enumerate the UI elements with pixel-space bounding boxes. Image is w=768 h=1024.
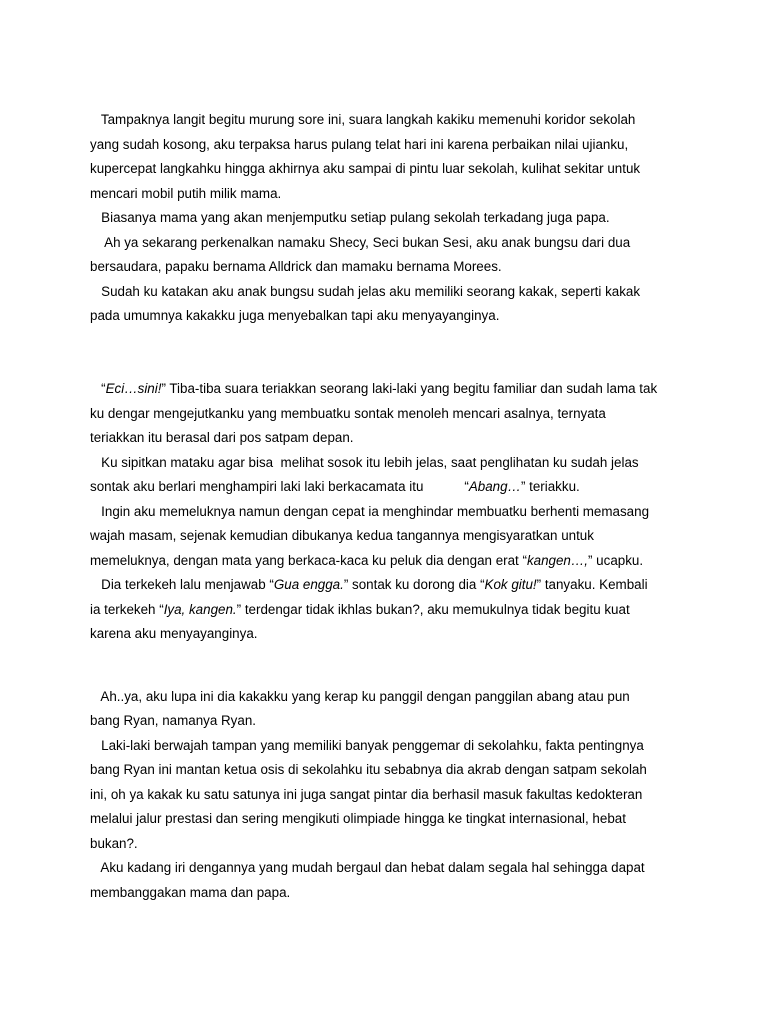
text-segment: mencari mobil putih milik mama. (90, 186, 282, 201)
text-line (90, 577, 648, 593)
text-line (90, 713, 256, 729)
text-segment: yang sudah kosong, aku terpaksa harus pulang telat hari ini karena perbaikan nilai ujianku, (90, 137, 629, 152)
text-segment: Laki-laki berwajah tampan yang memiliki banyak penggemar di sekolahku, fakta pentingnya (90, 738, 644, 753)
text-line (90, 430, 354, 446)
text-segment: ” terdengar tidak ikhlas bukan?, aku memukulnya tidak begitu kuat (236, 602, 630, 617)
text-segment: ia terkekeh “ (90, 602, 164, 617)
text-segment: membanggakan mama dan papa. (90, 885, 291, 900)
text-segment: Sudah ku katakan aku anak bungsu sudah jelas aku memiliki seorang kakak, seperti kakak (90, 284, 641, 299)
text-segment: sontak aku berlari menghampiri laki laki berkacamata itu “ (90, 479, 469, 494)
text-line (90, 860, 645, 876)
text-segment: bang Ryan ini mantan ketua osis di sekolahku itu sebabnya dia akrab dengan satpam sekolah (90, 762, 647, 777)
text-segment: ” tanyaku. Kembali (536, 577, 648, 592)
text-line (90, 186, 281, 202)
text-segment: ku dengar mengejutkanku yang membuatku sontak menoleh mencari asalnya, ternyata (90, 406, 606, 421)
text-line (90, 787, 642, 803)
text-segment: Aku kadang iri dengannya yang mudah bergaul dan hebat dalam segala hal sehingga dapat (90, 860, 645, 875)
text-line (90, 235, 630, 251)
text-segment: melalui jalur prestasi dan sering mengikuti olimpiade hingga ke tingkat internasional, hebat (90, 811, 626, 826)
text-segment: ” sontak ku dorong dia “ (343, 577, 485, 592)
text-line (90, 161, 640, 177)
text-segment: “ (90, 381, 106, 396)
text-segment: ini, oh ya kakak ku satu satunya ini juga sangat pintar dia berhasil masuk fakultas kedokteran (90, 787, 643, 802)
text-line (90, 112, 635, 128)
text-line (90, 455, 639, 471)
text-segment: memeluknya, dengan mata yang berkaca-kaca ku peluk dia dengan erat “ (90, 553, 527, 568)
text-segment: Ah..ya, aku lupa ini dia kakakku yang kerap ku panggil dengan panggilan abang atau pun (90, 689, 630, 704)
italic-dialogue: Gua engga. (273, 577, 344, 592)
italic-dialogue: Eci…sini! (105, 381, 162, 396)
text-line (90, 479, 580, 495)
text-line (90, 885, 290, 901)
text-line (90, 602, 630, 618)
text-segment: Ingin aku memeluknya namun dengan cepat ia menghindar membuatku berhenti memasang (90, 504, 650, 519)
text-segment: ” teriakku. (520, 479, 580, 494)
italic-dialogue: Iya, kangen. (163, 602, 237, 617)
text-line (90, 762, 647, 778)
text-segment: bukan?. (90, 836, 138, 851)
italic-dialogue: Kok gitu! (484, 577, 537, 592)
text-line (90, 406, 606, 422)
text-line (90, 528, 594, 544)
text-segment: bersaudara, papaku bernama Alldrick dan mamaku bernama Morees. (90, 259, 502, 274)
text-segment: Ah ya sekarang perkenalkan namaku Shecy, Seci bukan Sesi, aku anak bungsu dari dua (90, 235, 631, 250)
text-line (90, 553, 643, 569)
text-line (90, 137, 628, 153)
text-line (90, 836, 138, 852)
italic-dialogue: Abang… (468, 479, 521, 494)
text-segment: Ku sipitkan mataku agar bisa melihat sosok itu lebih jelas, saat penglihatan ku sudah jelas (90, 455, 639, 470)
text-segment: karena aku menyayanginya. (90, 626, 258, 641)
text-segment: Dia terkekeh lalu menjawab “ (90, 577, 274, 592)
text-segment: teriakkan itu berasal dari pos satpam depan. (90, 430, 354, 445)
text-segment: Tampaknya langit begitu murung sore ini, suara langkah kakiku memenuhi koridor sekolah (90, 112, 636, 127)
text-line (90, 308, 499, 324)
text-line (90, 811, 626, 827)
text-segment: ” Tiba-tiba suara teriakkan seorang laki-laki yang begitu familiar dan sudah lama tak (161, 381, 658, 396)
text-line (90, 738, 644, 754)
text-segment: bang Ryan, namanya Ryan. (90, 713, 256, 728)
text-segment: wajah masam, sejenak kemudian dibukanya kedua tangannya mengisyaratkan untuk (90, 528, 594, 543)
text-segment: kupercepat langkahku hingga akhirnya aku sampai di pintu luar sekolah, kulihat sekitar untuk (90, 161, 641, 176)
text-line (90, 210, 610, 226)
text-line (90, 626, 258, 642)
text-line (90, 259, 502, 275)
text-line (90, 381, 657, 397)
text-segment: ” ucapku. (588, 553, 644, 568)
text-line (90, 689, 630, 705)
text-segment: Biasanya mama yang akan menjemputku setiap pulang sekolah terkadang juga papa. (90, 210, 610, 225)
italic-dialogue: kangen…, (526, 553, 588, 568)
text-segment: pada umumnya kakakku juga menyebalkan tapi aku menyayanginya. (90, 308, 500, 323)
text-line (90, 284, 640, 300)
text-line (90, 504, 649, 520)
